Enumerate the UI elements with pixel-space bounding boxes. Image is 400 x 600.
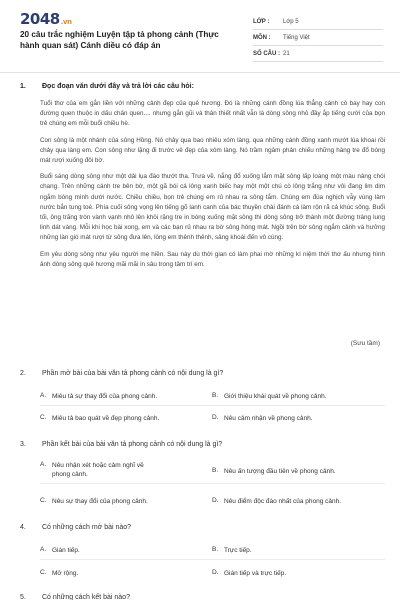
option-letter: C. [40, 414, 47, 421]
answer-option[interactable] [212, 467, 384, 476]
question-prompt: Phần mở bài của bài văn tả phong cảnh có nội dung là gì? [42, 370, 224, 377]
answer-option[interactable] [212, 497, 389, 506]
question-number: 4. [20, 524, 26, 531]
meta-key: MÔN : [253, 34, 271, 41]
option-text: Nêu cảm nhận về phong cảnh. [224, 415, 313, 422]
option-letter: A. [40, 461, 47, 468]
meta-value: 21 [283, 50, 290, 57]
option-text: Mở rộng. [52, 570, 79, 577]
option-text: Nêu ấn tượng đầu tiên về phong cảnh. [224, 468, 336, 475]
option-text: Gián tiếp. [52, 547, 80, 554]
option-text: Trực tiếp. [224, 547, 252, 554]
option-divider [40, 483, 385, 484]
option-letter: B. [212, 467, 219, 474]
header-divider [0, 72, 400, 73]
question-prompt: Đọc đoạn văn dưới đây và trả lời các câu hỏi: [42, 83, 194, 90]
answer-option[interactable] [212, 392, 354, 401]
meta-key: LỚP : [253, 18, 270, 25]
option-text: Gián tiếp và trực tiếp. [224, 570, 287, 577]
question-prompt: Phần kết bài của bài văn tả phong cảnh có nội dung là gì? [42, 441, 223, 448]
question-number: 2. [20, 370, 26, 377]
question-number: 3. [20, 441, 26, 448]
option-letter: D. [212, 497, 219, 504]
option-text: Nêu điểm độc đáo nhất của phong cảnh. [224, 498, 342, 505]
meta-value: Tiếng Việt [283, 34, 310, 41]
option-divider [40, 559, 385, 560]
option-letter: A. [40, 546, 47, 553]
answer-option[interactable] [40, 461, 162, 479]
question-number: 1. [20, 83, 26, 90]
logo-suffix: .vn [60, 18, 72, 26]
document-header [0, 0, 400, 66]
question-number: 5. [20, 594, 26, 600]
option-text: Miêu tả sự thay đổi của phong cảnh. [52, 393, 158, 400]
meta-row-subject [253, 30, 383, 46]
question-3 [20, 441, 385, 448]
passage-paragraph: Con sông là một nhánh của sông Hồng. Nó chảy qua bao nhiêu xóm làng, qua những cánh đồng xanh mướt lúa khoai rồi chảy qua làng em. Con sông như lặng đi trước vẻ đẹp của xóm làng. Nó trầm ngâm phản chiếu những hàng tre đổ bóng mát rượi xuống đôi bờ. [40, 136, 385, 165]
option-text: Nêu nhận xét hoặc cảm nghĩ về phong cảnh. [52, 462, 144, 478]
answer-option[interactable] [40, 546, 182, 555]
option-letter: B. [212, 546, 219, 553]
meta-key: SỐ CÂU : [253, 50, 280, 57]
option-letter: C. [40, 497, 47, 504]
option-text: Miêu tả bao quát về đẹp phong cảnh. [52, 415, 160, 422]
passage-paragraph: Em yêu dòng sông như yêu người mẹ hiền. Sau này dù thời gian có làm phai mờ những kí niệm thời thơ ấu nhưng hình ảnh dòng sông quê hương mãi mãi in sâu trong tâm trí em. [40, 250, 385, 268]
option-letter: C. [40, 569, 47, 576]
meta-value: Lớp 5 [283, 18, 299, 25]
option-letter: A. [40, 392, 47, 399]
question-4 [20, 524, 385, 531]
passage-source: (Sưu tầm) [350, 340, 380, 347]
answer-option[interactable] [40, 569, 182, 578]
meta-row-count [253, 46, 383, 62]
passage-paragraph: Buổi sáng dòng sông như một dải lụa đào thướt tha. Trưa về, nắng đổ xuống lắm mặt sông lấp loáng một màu nâng chói chang. Trên những cánh tre bên bờ, một gã bói cá lông xanh biếc hay một một chú cò lông trắng như vôi đang lim dim ngắm bóng mình dưới nước. Chiều chiều, bọn trẻ chúng em rủ nhau ra sông tắm. Chúng em đùa nghịch vẫy vùng làm nước bắn tung toé. Phía cuối sông vọng lên tiếng gõ lanh canh của bác thuyền chài đánh cá làm rộn rã cả khúc sông. Buổi tối, ông trăng tròn vành vạnh nhô lên khỏi rặng tre in bóng xuống mặt sông thì dòng sông trở thành một đường tráng lung linh dát vàng. Mỗi khi học bài xong, em và các bạn rủ nhau ra bờ sông hóng mát. Ngồi trên bờ sông ngắm cảnh và hưởng những làn gió mát rượi từ sông đưa lên, lòng em thênh thênh, sảng khoái đến vô cùng. [40, 173, 385, 242]
answer-option[interactable] [40, 392, 182, 401]
option-letter: D. [212, 414, 219, 421]
option-text: Nêu sự thay đổi của phong cảnh. [52, 498, 148, 505]
document-meta [253, 14, 383, 62]
answer-option[interactable] [40, 414, 182, 423]
passage-paragraph: Tuổi thơ của em gắn liền với những cảnh đẹp của quê hương. Đó là những cánh đồng lúa thẳng cánh cò bay hay con đường quen thuộc in dấu chân quen.... nhưng gắn gũi và thân thiết nhất vẫn là dòng sông nhỏ đầy ắp tiếng cười của bọn trẻ chúng em mỗi buổi chiều hè. [40, 100, 385, 128]
question-5 [20, 594, 385, 600]
option-letter: B. [212, 392, 219, 399]
answer-option[interactable] [212, 414, 354, 423]
question-2 [20, 370, 385, 377]
question-prompt: Có những cách kết bài nào? [42, 594, 130, 600]
answer-option[interactable] [212, 546, 354, 555]
question-1 [20, 83, 385, 90]
answer-option[interactable] [212, 569, 354, 578]
option-letter: D. [212, 569, 219, 576]
logo-main: 2048 [20, 10, 60, 28]
site-logo[interactable] [20, 10, 71, 28]
reading-passage [40, 99, 385, 276]
document-title: 20 câu trắc nghiệm Luyện tập tả phong cảnh (Thực hành quan sát) Cánh diều có đáp án [20, 30, 219, 50]
meta-row-class [253, 14, 383, 30]
option-text: Giới thiệu khái quát về phong cảnh. [224, 393, 327, 400]
question-prompt: Có những cách mở bài nào? [42, 524, 132, 531]
option-divider [40, 405, 385, 406]
answer-option[interactable] [40, 497, 182, 506]
